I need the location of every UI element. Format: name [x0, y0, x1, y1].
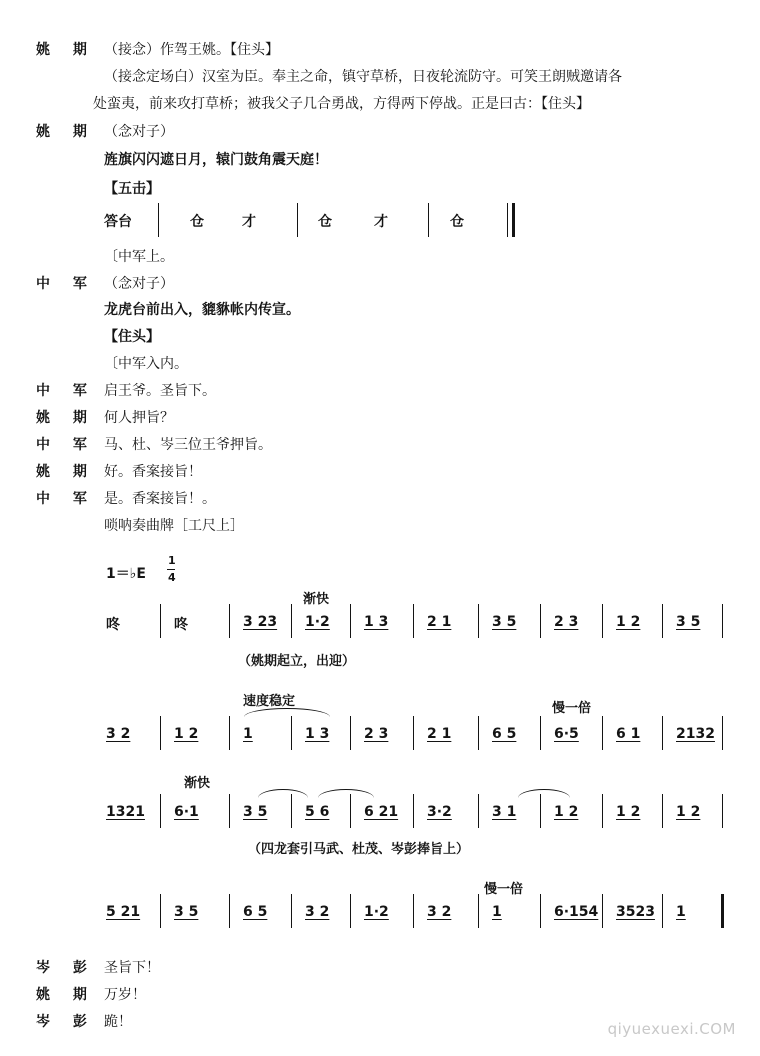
- dialogue-line: （念对子）: [104, 124, 174, 140]
- barline: [540, 604, 541, 638]
- barline: [413, 794, 414, 828]
- tempo-mark: 慢一倍: [552, 701, 592, 716]
- dialogue-line: 旌旗闪闪遮日月，辕门鼓角震天庭！: [104, 152, 328, 168]
- meter-numerator: 1: [168, 554, 176, 567]
- dialogue-line: 处蛮夷，前来攻打草桥；被我父子几合勇战，方得两下停战。正是曰古：【住头】: [93, 96, 590, 112]
- barline: [413, 716, 414, 750]
- barline: [722, 604, 723, 638]
- barline: [662, 794, 663, 828]
- jianpu-note: 1 2: [616, 804, 641, 820]
- barline: [602, 716, 603, 750]
- jianpu-note: 2 3: [364, 726, 389, 742]
- barline: [229, 894, 230, 928]
- barline: [350, 604, 351, 638]
- tempo-mark: 速度稳定: [243, 694, 296, 709]
- dialogue-line: 万岁！: [104, 987, 146, 1003]
- jianpu-note: 1 3: [305, 726, 330, 742]
- dialogue-line: （接念）作驾王姚。【住头】: [104, 42, 279, 58]
- role-label: 中 军: [36, 437, 96, 453]
- barline: [160, 794, 161, 828]
- barline: [413, 894, 414, 928]
- stage-annotation: （四龙套引马武、杜茂、岑彭捧旨上）: [248, 842, 470, 857]
- jianpu-note: 2 1: [427, 614, 452, 630]
- jianpu-note: 1 2: [616, 614, 641, 630]
- stage-annotation: （姚期起立，出迎）: [238, 654, 356, 669]
- barline: [602, 894, 603, 928]
- role-label: 姚 期: [36, 42, 96, 58]
- percussion-note: 仓: [318, 214, 332, 230]
- dialogue-line: 圣旨下！: [104, 960, 160, 976]
- jianpu-note: 1 2: [554, 804, 579, 820]
- jianpu-note: 6·154: [554, 904, 599, 920]
- dialogue-line: （念对子）: [104, 276, 174, 292]
- slur: [258, 789, 308, 798]
- barline: [722, 716, 723, 750]
- barline: [229, 604, 230, 638]
- percussion-note: 答台: [104, 214, 132, 230]
- tempo-mark: 慢一倍: [484, 882, 524, 897]
- barline: [478, 794, 479, 828]
- jianpu-note: 1·2: [364, 904, 389, 920]
- jianpu-note: 6 1: [616, 726, 641, 742]
- dialogue-line: 启王爷。圣旨下。: [104, 383, 216, 399]
- jianpu-note: 1 3: [364, 614, 389, 630]
- role-label: 中 军: [36, 491, 96, 507]
- jianpu-note: 咚: [174, 617, 188, 633]
- percussion-note: 仓: [190, 214, 204, 230]
- dialogue-line: 是。香案接旨！。: [104, 491, 216, 507]
- barline: [478, 604, 479, 638]
- jianpu-note: 6·5: [554, 726, 579, 742]
- tempo-mark: 渐快: [303, 592, 330, 607]
- barline: [350, 716, 351, 750]
- barline: [540, 894, 541, 928]
- role-label: 中 军: [36, 383, 96, 399]
- jianpu-note: 1: [676, 904, 686, 920]
- barline: [540, 794, 541, 828]
- barline: [602, 794, 603, 828]
- role-label: 中 军: [36, 276, 96, 292]
- dialogue-line: 龙虎台前出入，貔貅帐内传宣。: [104, 302, 300, 318]
- barline: [291, 716, 292, 750]
- barline: [722, 794, 723, 828]
- barline: [478, 894, 479, 928]
- dialogue-line: 好。香案接旨！: [104, 464, 202, 480]
- barline: [229, 794, 230, 828]
- jianpu-note: 3 5: [492, 614, 517, 630]
- jianpu-note: 3 23: [243, 614, 278, 630]
- barline: [160, 894, 161, 928]
- barline: [478, 716, 479, 750]
- jianpu-note: 2132: [676, 726, 715, 742]
- dialogue-line: 何人押旨？: [104, 410, 174, 426]
- dialogue-line: 马、杜、岑三位王爷押旨。: [104, 437, 272, 453]
- barline: [662, 894, 663, 928]
- stage-direction: 〔中军上。: [104, 249, 174, 265]
- jianpu-note: 1321: [106, 804, 145, 820]
- role-label: 姚 期: [36, 124, 96, 140]
- role-label: 姚 期: [36, 464, 96, 480]
- slur: [318, 789, 374, 798]
- barline: [602, 604, 603, 638]
- jianpu-note: 1 2: [676, 804, 701, 820]
- percussion-cue: 【住头】: [104, 329, 160, 345]
- barline: [160, 716, 161, 750]
- barline: [291, 894, 292, 928]
- percussion-cue: 【五击】: [104, 181, 160, 197]
- jianpu-note: 6·1: [174, 804, 199, 820]
- barline: [291, 794, 292, 828]
- percussion-note: 仓: [450, 214, 464, 230]
- jianpu-note: 3·2: [427, 804, 452, 820]
- jianpu-note: 1: [492, 904, 502, 920]
- jianpu-note: 5 6: [305, 804, 330, 820]
- slur: [518, 789, 570, 798]
- jianpu-note: 5 21: [106, 904, 141, 920]
- jianpu-note: 3 5: [676, 614, 701, 630]
- tempo-mark: 渐快: [184, 776, 211, 791]
- barline: [413, 604, 414, 638]
- barline: [662, 716, 663, 750]
- jianpu-note: 6 21: [364, 804, 399, 820]
- jianpu-note: 6 5: [492, 726, 517, 742]
- role-label: 岑 彭: [36, 1014, 96, 1030]
- role-label: 岑 彭: [36, 960, 96, 976]
- jianpu-note: 3523: [616, 904, 655, 920]
- barline: [662, 604, 663, 638]
- meter-denominator: 4: [168, 571, 176, 584]
- role-label: 姚 期: [36, 987, 96, 1003]
- barline: [229, 716, 230, 750]
- dialogue-line: 跪！: [104, 1014, 132, 1030]
- jianpu-note: 1 2: [174, 726, 199, 742]
- percussion-note: 才: [374, 214, 388, 230]
- jianpu-note: 6 5: [243, 904, 268, 920]
- jianpu-note: 1: [243, 726, 253, 742]
- jianpu-note: 2 3: [554, 614, 579, 630]
- barline: [350, 894, 351, 928]
- barline: [350, 794, 351, 828]
- jianpu-note: 3 2: [305, 904, 330, 920]
- jianpu-note: 2 1: [427, 726, 452, 742]
- barline: [291, 604, 292, 638]
- jianpu-note: 1·2: [305, 614, 330, 630]
- jianpu-note: 3 5: [243, 804, 268, 820]
- jianpu-note: 3 2: [427, 904, 452, 920]
- barline: [160, 604, 161, 638]
- watermark: qiyuexuexi.COM: [607, 1020, 736, 1038]
- jianpu-note: 3 5: [174, 904, 199, 920]
- music-cue: 唢呐奏曲牌［工尺上］: [104, 518, 244, 534]
- dialogue-line: （接念定场白）汉室为臣。奉主之命，镇守草桥，日夜轮流防守。可笑王朗贼邀请各: [104, 69, 622, 85]
- key-label: 1＝♭E: [106, 566, 146, 582]
- barline: [540, 716, 541, 750]
- final-barline: [721, 894, 724, 928]
- stage-direction: 〔中军入内。: [104, 356, 188, 372]
- percussion-note: 才: [242, 214, 256, 230]
- slur: [244, 708, 330, 717]
- jianpu-note: 3 2: [106, 726, 131, 742]
- jianpu-note: 3 1: [492, 804, 517, 820]
- role-label: 姚 期: [36, 410, 96, 426]
- jianpu-note: 咚: [106, 617, 120, 633]
